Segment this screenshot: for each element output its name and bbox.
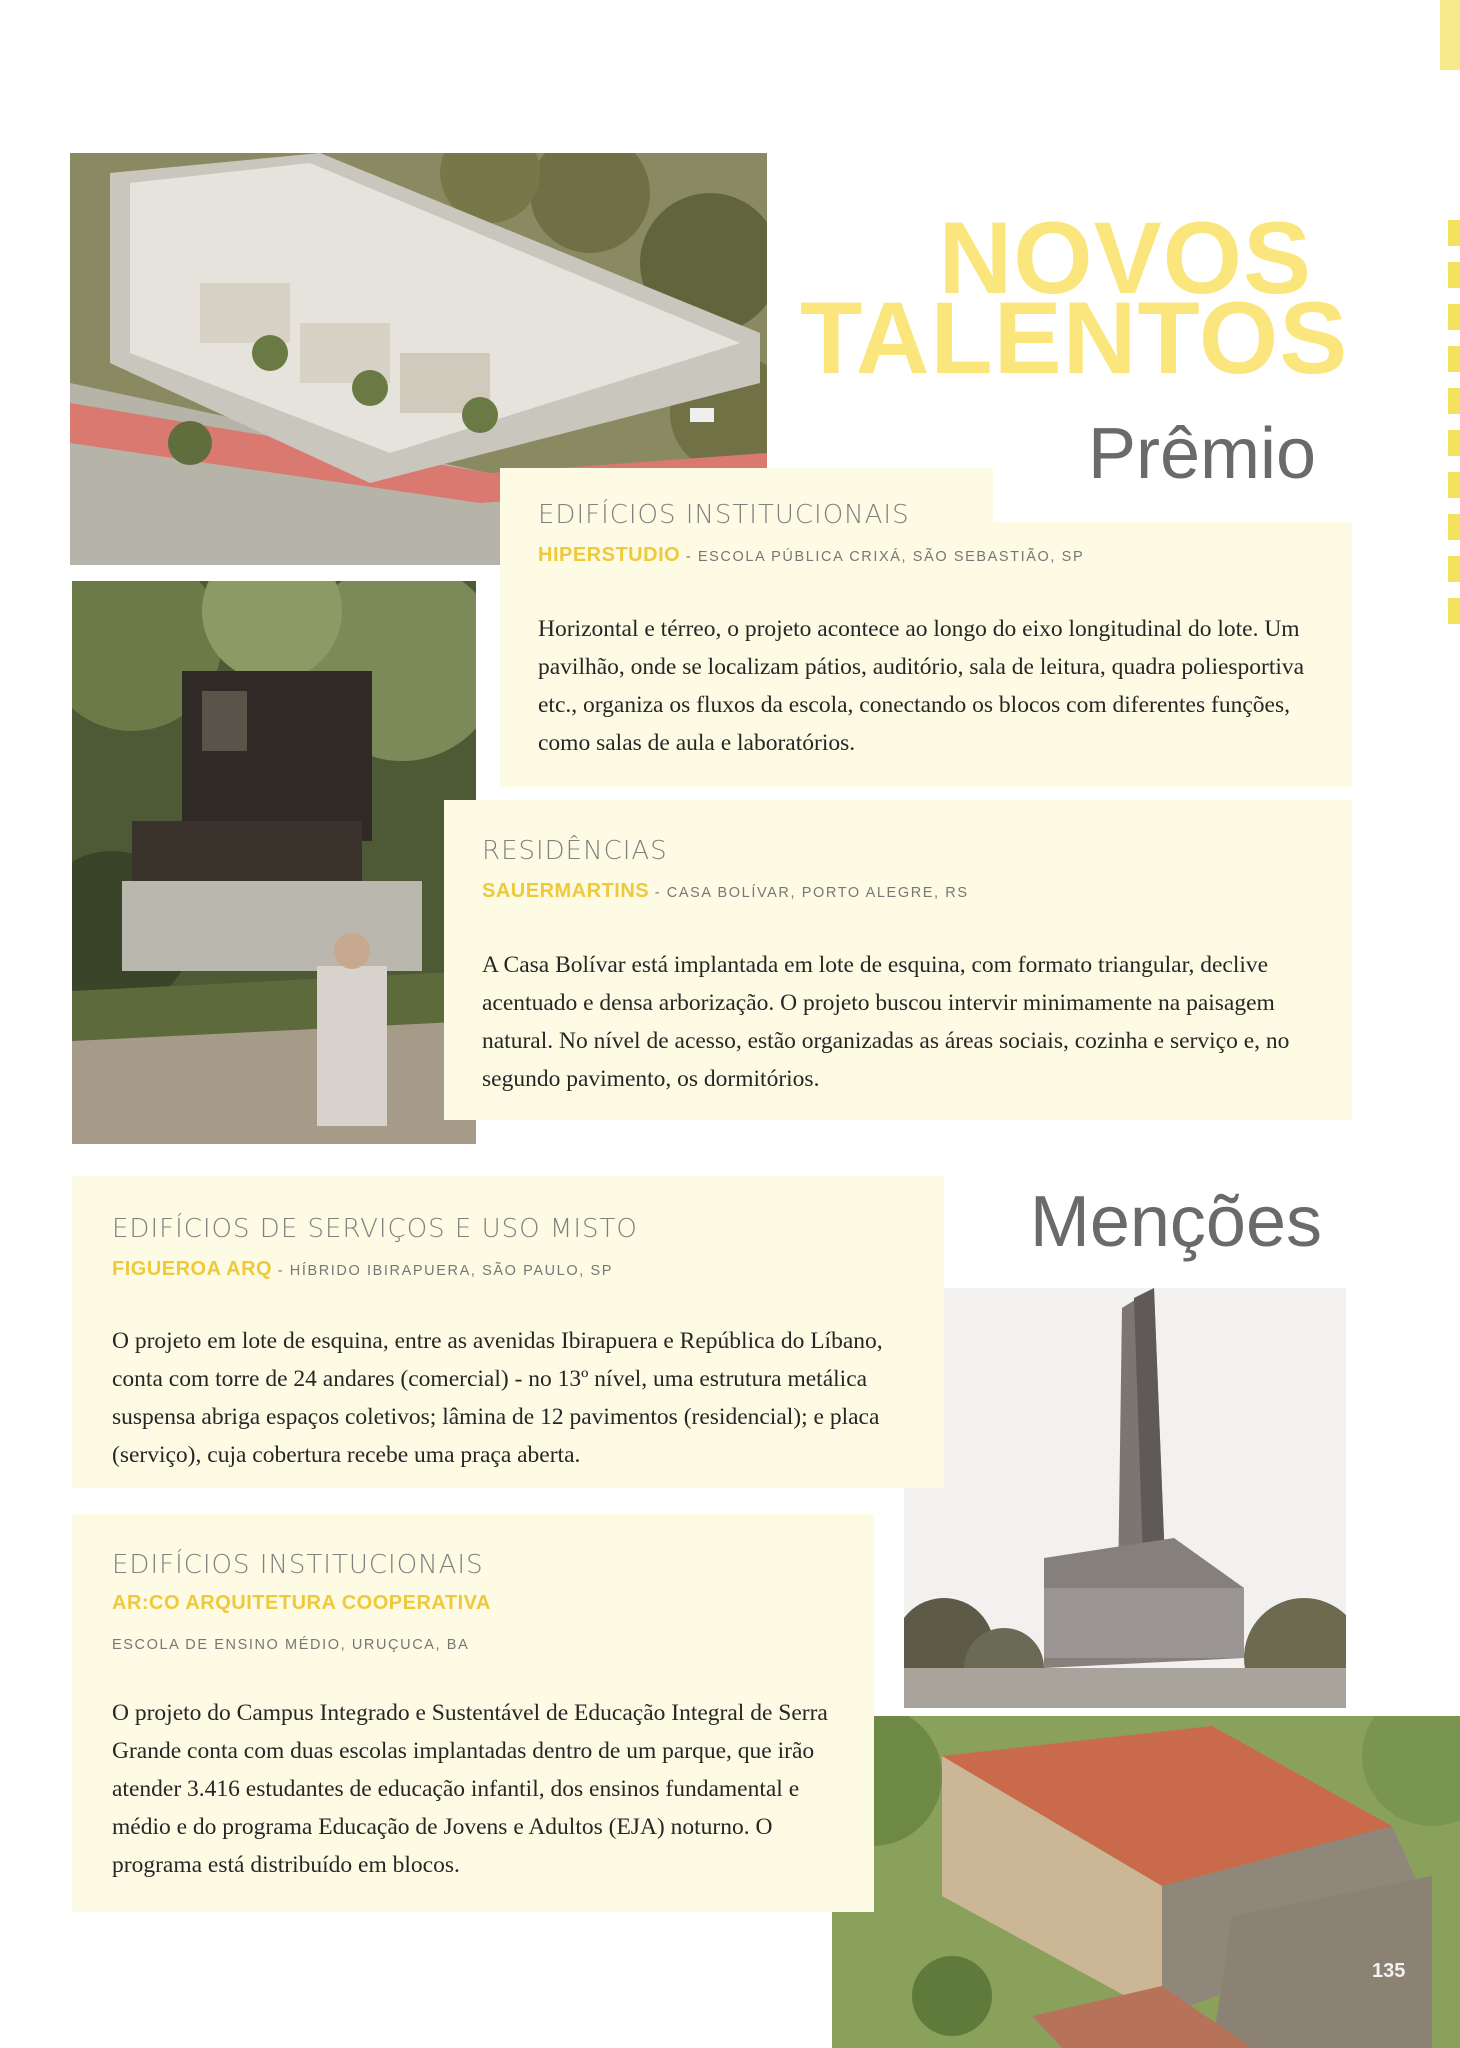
entry3-text: O projeto em lote de esquina, entre as avenidas Ibirapuera e República do Líbano, conta com torre de 24 andares (comercial) - no 13º nível, uma estrutura metálica suspensa abriga espaços coletivos; lâmina de 12 pavimentos (residencial); e placa (serviço), cuja cobertura recebe uma praça aberta. [112, 1328, 883, 1468]
entry2-credit [482, 880, 969, 903]
campus-serra-grande-photo [832, 1716, 1460, 2048]
entry3-project: - HÍBRIDO IBIRAPUERA, SÃO PAULO, SP [272, 1263, 614, 1279]
entry4-text: O projeto do Campus Integrado e Sustentável de Educação Integral de Serra Grande conta com duas escolas implantadas dentro de um parque, que irão atender 3.416 estudantes de educação infantil, dos ensinos fundamental e médio e do programa Educação de Jovens e Adultos (EJA) noturno. O programa está distribuído em blocos. [112, 1700, 828, 1878]
entry2-category: RESIDÊNCIAS [482, 836, 668, 866]
edge-tab [1448, 304, 1460, 330]
edge-tab [1448, 220, 1460, 246]
entry4-project: ESCOLA DE ENSINO MÉDIO, URUÇUCA, BA [112, 1637, 470, 1653]
hibrido-ibirapuera-photo [904, 1288, 1346, 1708]
edge-tab [1448, 430, 1460, 456]
entry4-studio: AR:CO ARQUITETURA COOPERATIVA [112, 1592, 491, 1614]
entry4-project-line [112, 1636, 469, 1654]
entry1-project: - ESCOLA PÚBLICA CRIXÁ, SÃO SEBASTIÃO, SP [680, 549, 1085, 565]
entry3-category: EDIFÍCIOS DE SERVIÇOS E USO MISTO [112, 1214, 638, 1244]
page-number: 135 [1372, 1960, 1406, 1982]
entry1-credit [538, 544, 1084, 567]
casa-bolivar-photo [72, 581, 476, 1144]
entry1-text: Horizontal e térreo, o projeto acontece ao longo do eixo longitudinal do lote. Um pavilhão, onde se localizam pátios, auditório, sala de leitura, quadra poliesportiva etc., organiza os fluxos da escola, conectando os blocos com diferentes funções, como salas de aula e laboratórios. [538, 616, 1305, 756]
edge-tab [1448, 388, 1460, 414]
edge-tab [1448, 514, 1460, 540]
edge-tab [1448, 472, 1460, 498]
entry2-text: A Casa Bolívar está implantada em lote de esquina, com formato triangular, declive acentuado e densa arborização. O projeto buscou intervir minimamente na paisagem natural. No nível de acesso, estão organizadas as áreas sociais, cozinha e serviço e, no segundo pavimento, os dormitórios. [482, 952, 1290, 1092]
entry2-studio: SAUERMARTINS [482, 880, 650, 902]
entry1-category: EDIFÍCIOS INSTITUCIONAIS [538, 500, 910, 530]
magazine-title [800, 201, 1349, 395]
edge-strip [1440, 0, 1460, 70]
section-heading-premio: Prêmio [1087, 414, 1316, 494]
entry3-studio: FIGUEROA ARQ [112, 1258, 273, 1280]
section-heading-mencoes: Menções [1029, 1182, 1322, 1262]
edge-tab [1448, 346, 1460, 372]
edge-tab [1448, 262, 1460, 288]
entry4-category: EDIFÍCIOS INSTITUCIONAIS [112, 1550, 484, 1580]
entry1-studio: HIPERSTUDIO [538, 544, 681, 566]
edge-tab [1448, 556, 1460, 582]
edge-tab [1448, 598, 1460, 624]
title-line-2: TALENTOS [800, 281, 1349, 395]
entry2-project: - CASA BOLÍVAR, PORTO ALEGRE, RS [649, 885, 969, 901]
entry4-studio-line [112, 1592, 491, 1615]
title-line-1: NOVOS [938, 201, 1312, 315]
entry3-credit [112, 1258, 613, 1281]
